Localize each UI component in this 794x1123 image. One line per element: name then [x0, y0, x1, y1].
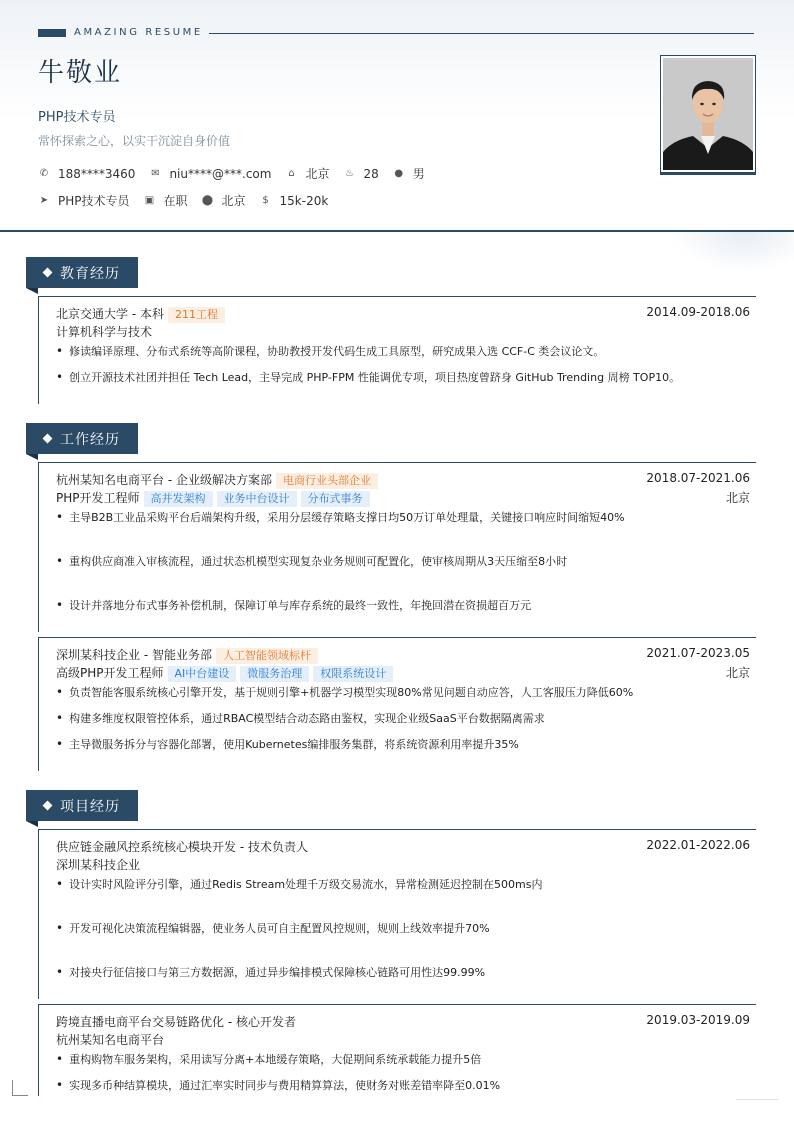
location-icon: ⬤: [201, 194, 214, 206]
header-accent-bar: [38, 29, 66, 37]
skill-tag: 高并发架构: [144, 491, 213, 507]
education-bullet: • 修读编译原理、分布式系统等高阶课程，协助教授开发代码生成工具原型，研究成果入选 CCF-C 类会议论文。: [56, 343, 604, 359]
school-badge: 211工程: [168, 307, 225, 323]
salary-text: 15k-20k: [279, 193, 329, 208]
age-text: 28: [363, 166, 379, 181]
project-bullet: • 重构购物车服务架构，采用读写分离+本地缓存策略，大促期间系统承载能力提升5倍: [56, 1051, 481, 1067]
section-fold: [26, 454, 38, 460]
page-footer-rule: [736, 1099, 778, 1100]
project-entry: [38, 1004, 756, 1096]
skill-tag: AI中台建设: [168, 666, 237, 682]
work-date: 2018.07-2021.06: [646, 471, 750, 485]
gender-text: 男: [412, 167, 425, 181]
work-bullet: • 构建多维度权限管控体系，通过RBAC模型结合动态路由鉴权，实现企业级SaaS平台数据隔离需求: [56, 710, 545, 726]
company-name: 杭州某知名电商平台 - 企业级解决方案部: [56, 473, 272, 487]
project-org: 深圳某科技企业: [56, 858, 141, 872]
education-entry: [38, 296, 756, 404]
phone-icon: ✆: [39, 167, 49, 179]
home-text: 北京: [305, 167, 330, 181]
section-project-header: [26, 790, 138, 821]
diamond-icon: [43, 268, 53, 278]
diamond-icon: [43, 434, 53, 444]
section-fold: [26, 288, 38, 294]
work-title-row: [56, 664, 393, 682]
info-location: [202, 192, 246, 209]
mail-icon: ✉: [151, 167, 160, 179]
skill-tag: 权限系统设计: [313, 666, 393, 682]
status-text: 在职: [163, 194, 188, 208]
avatar: [663, 58, 753, 170]
skill-tag: 分布式事务: [301, 491, 370, 507]
section-fold: [26, 821, 38, 827]
work-company: [56, 471, 378, 489]
project-name: 跨境直播电商平台交易链路优化 - 核心开发者: [56, 1015, 296, 1029]
info-age: [343, 167, 378, 181]
education-school: [56, 305, 225, 323]
work-date: 2021.07-2023.05: [646, 646, 750, 660]
work-city: 北京: [725, 491, 750, 505]
resume-tag: AMAZING RESUME: [74, 27, 203, 38]
work-entry: [38, 462, 756, 632]
project-bullet: • 开发可视化决策流程编辑器，使业务人员可自主配置风控规则，规则上线效率提升70%: [56, 920, 490, 936]
work-bullet: • 主导B2B工业品采购平台后端架构升级，采用分层缓存策略支撑日均50万订单处理量，关键接口响应时间缩短40%: [56, 509, 625, 525]
project-date: 2022.01-2022.06: [646, 838, 750, 852]
project-date: 2019.03-2019.09: [646, 1013, 750, 1027]
cake-icon: ♨: [344, 167, 354, 179]
section-project-title: 项目经历: [60, 798, 120, 815]
education-date: 2014.09-2018.06: [646, 305, 750, 319]
candidate-name: 牛敬业: [38, 58, 123, 88]
location-text: 北京: [221, 194, 246, 208]
skill-tag: 业务中台设计: [217, 491, 297, 507]
section-education-title: 教育经历: [60, 265, 120, 282]
job-title: PHP开发工程师: [56, 491, 140, 505]
info-target-role: [38, 192, 130, 209]
work-city: 北京: [725, 666, 750, 680]
work-bullet: • 负责智能客服系统核心引擎开发，基于规则引擎+机器学习模型实现80%常见问题自动应答，人工客服压力降低60%: [56, 684, 633, 700]
work-entry: [38, 637, 756, 771]
company-badge: 人工智能领域标杆: [216, 648, 318, 664]
contact-info-row: [38, 165, 439, 182]
info-home: [285, 165, 329, 182]
gender-icon: ●: [394, 167, 404, 179]
work-company: [56, 646, 318, 664]
skill-tag: 微服务治理: [240, 666, 309, 682]
header-rule: [209, 33, 754, 34]
work-title-row: [56, 489, 370, 507]
work-bullet: • 主导微服务拆分与容器化部署，使用Kubernetes编排服务集群，将系统资源利用率提升35%: [56, 736, 519, 752]
work-bullet: • 设计并落地分布式事务补偿机制，保障订单与库存系统的最终一致性，年挽回潜在资损超百万元: [56, 597, 531, 613]
job-info-row: [38, 192, 342, 209]
info-phone: [38, 167, 135, 181]
company-name: 深圳某科技企业 - 智能业务部: [56, 648, 212, 662]
money-icon: $: [262, 194, 269, 206]
project-bullet: • 对接央行征信接口与第三方数据源，通过异步编排模式保障核心链路可用性达99.99%: [56, 964, 485, 980]
send-icon: ➤: [39, 194, 49, 206]
project-bullet: • 实现多币种结算模块，通过汇率实时同步与费用精算算法，使财务对账差错率降至0.01%: [56, 1077, 500, 1093]
avatar-underline: [660, 172, 756, 175]
section-education-header: [26, 257, 138, 288]
education-bullet: • 创立开源技术社团并担任 Tech Lead，主导完成 PHP-FPM 性能调优专项，项目热度曾跻身 GitHub Trending 周榜 TOP10。: [56, 369, 680, 385]
phone-text: 188****3460: [58, 166, 136, 181]
school-name: 北京交通大学 - 本科: [56, 307, 164, 321]
info-status: [144, 192, 188, 209]
section-work-title: 工作经历: [60, 431, 120, 448]
company-badge: 电商行业头部企业: [276, 473, 378, 489]
home-icon: ⌂: [288, 167, 295, 179]
avatar-frame: [660, 55, 756, 173]
diamond-icon: [43, 801, 53, 811]
job-title: 高级PHP开发工程师: [56, 666, 164, 680]
project-org: 杭州某知名电商平台: [56, 1033, 165, 1047]
candidate-motto: 常怀探索之心，以实干沉淀自身价值: [38, 134, 231, 148]
project-bullet: • 设计实时风险评分引擎，通过Redis Stream处理千万级交易流水，异常检测延迟控制在500ms内: [56, 876, 543, 892]
project-entry: [38, 829, 756, 999]
education-major: 计算机科学与技术: [56, 325, 153, 339]
info-gender: [393, 165, 425, 182]
project-name: 供应链金融风控系统核心模块开发 - 技术负责人: [56, 840, 308, 854]
info-salary: [260, 194, 329, 208]
email-text: niu****@***.com: [169, 166, 272, 181]
info-email: [149, 167, 271, 181]
page-corner-mark: [12, 1080, 28, 1096]
header-glow: [670, 232, 794, 272]
work-bullet: • 重构供应商准入审核流程，通过状态机模型实现复杂业务规则可配置化，使审核周期从3天压缩至8小时: [56, 553, 567, 569]
briefcase-icon: ▣: [144, 194, 155, 206]
section-work-header: [26, 423, 138, 454]
candidate-role: PHP技术专员: [38, 110, 116, 125]
target-role-text: PHP技术专员: [58, 194, 130, 208]
